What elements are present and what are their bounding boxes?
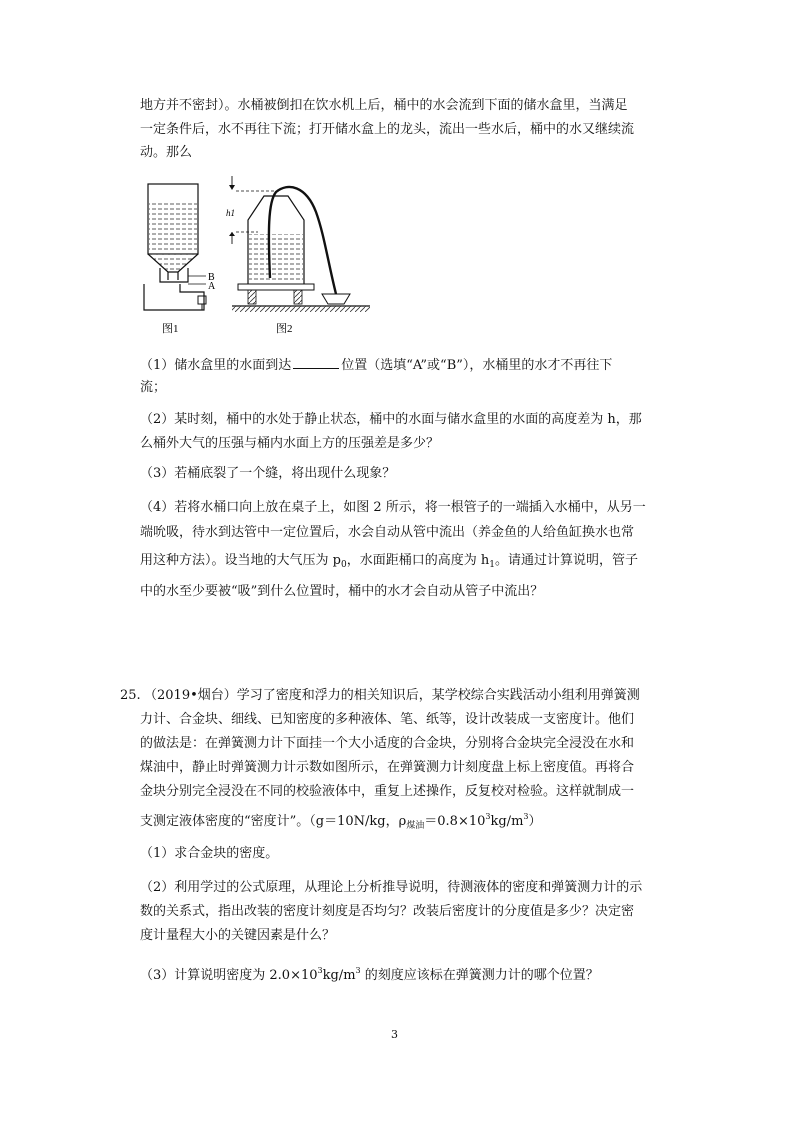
q25-sub3-b: kg/m <box>322 968 356 983</box>
q2-line-1: （2）某时刻，桶中的水处于静止状态，桶中的水面与储水盒里的水面的高度差为 h，那 <box>140 412 642 427</box>
q25-sup-1: 3 <box>485 812 491 821</box>
q25-sub3-a: （3）计算说明密度为 2.0×10 <box>140 968 318 983</box>
q25-text-d: ） <box>528 814 542 829</box>
q25-sub3-c: 的刻度应该标在弹簧测力计的哪个位置？ <box>360 968 599 983</box>
q25-sub-3 <box>140 968 660 985</box>
q25-sub3-sup-1: 3 <box>317 966 323 975</box>
q25-sub-kerosene: 煤油 <box>406 821 425 831</box>
q25-sub-2-line-1: （2）利用学过的公式原理，从理论上分析推导说明，待测液体的密度和弹簧测力计的示 <box>140 880 643 895</box>
intro-line-3: 动。那么 <box>140 145 193 160</box>
q25-line-6 <box>140 814 660 831</box>
q25-line-2: 力计、合金块、细线、已知密度的多种液体、笔、纸等，设计改装成一支密度计。他们 <box>140 712 635 727</box>
q1-line-1 <box>140 356 660 374</box>
q4-text-c: 。请通过计算说明，管子 <box>494 553 638 568</box>
q2-line-2: 么桶外大气的压强与桶内水面上方的压强差是多少？ <box>140 436 440 451</box>
q25-line-5: 金块分别完全浸没在不同的校验液体中，重复上述操作，反复校对检验。这样就制成一 <box>140 784 635 799</box>
q25-text-a: 支测定液体密度的“密度计”。（g＝10N/kg，ρ <box>140 814 407 829</box>
q25-sub3-sup-2: 3 <box>355 966 361 975</box>
q25-sub-1: （1）求合金块的密度。 <box>140 846 279 861</box>
q4-text-b: ，水面距桶口的高度为 h <box>346 553 490 568</box>
q25-text-b: ＝0.8×10 <box>424 814 486 829</box>
fig1-caption: 图1 <box>162 323 179 335</box>
q3-line-1: （3）若桶底裂了一个缝，将出现什么现象？ <box>140 466 396 481</box>
figure-2-siphon <box>226 176 370 312</box>
answer-blank[interactable] <box>293 356 339 369</box>
q25-text-c: kg/m <box>490 814 524 829</box>
page-number: 3 <box>391 1028 398 1041</box>
intro-line-1: 地方并不密封）。水桶被倒扣在饮水机上后，桶中的水会流到下面的储水盒里，当满足 <box>140 98 628 113</box>
fig2-caption: 图2 <box>276 323 293 335</box>
q25-number: 25. <box>120 688 141 703</box>
figure-water-dispenser <box>140 172 380 342</box>
q4-sub-0: 0 <box>340 560 347 570</box>
q25-line-3: 的做法是：在弹簧测力计下面挂一个大小适度的合金块，分别将合金块完全浸没在水和 <box>140 736 635 751</box>
q25-line-1: （2019•烟台）学习了密度和浮力的相关知识后，某学校综合实践活动小组利用弹簧测 <box>144 688 640 703</box>
label-a: A <box>208 281 216 292</box>
q4-line-4: 中的水至少要被“吸”到什么位置时，桶中的水才会自动从管子中流出？ <box>140 584 544 599</box>
figure-1-dispenser <box>144 184 206 310</box>
q4-line-2: 端吮吸，待水到达管中一定位置后，水会自动从管中流出（养金鱼的人给鱼缸换水也常 <box>140 525 635 540</box>
label-b: B <box>208 272 215 283</box>
q1-text-b: 位置（选填“A”或“B”），水桶里的水才不再往下 <box>341 358 613 373</box>
q4-text-a: 用这种方法）。设当地的大气压为 p <box>140 553 341 568</box>
q25-sub-2-line-2: 数的关系式，指出改装的密度计刻度是否均匀？改装后密度计的分度值是多少？决定密 <box>140 904 635 919</box>
q25-line-4: 煤油中，静止时弹簧测力计示数如图所示，在弹簧测力计刻度盘上标上密度值。再将合 <box>140 760 635 775</box>
q25-sup-2: 3 <box>523 812 529 821</box>
q1-text-a: （1）储水盒里的水面到达 <box>140 358 292 373</box>
intro-line-2: 一定条件后，水不再往下流；打开储水盒上的龙头，流出一些水后，桶中的水又继续流 <box>140 122 635 137</box>
q1-line-2: 流； <box>140 380 167 395</box>
q25-sub-2-line-3: 度计量程大小的关键因素是什么？ <box>140 928 336 943</box>
q4-line-3 <box>140 553 660 570</box>
figure-drawing <box>140 172 380 342</box>
q4-line-1: （4）若将水桶口向上放在桌子上，如图 2 所示，将一根管子的一端插入水桶中，从另一 <box>140 500 646 515</box>
q4-sub-1: 1 <box>489 560 495 570</box>
label-h1: h1 <box>226 208 235 218</box>
